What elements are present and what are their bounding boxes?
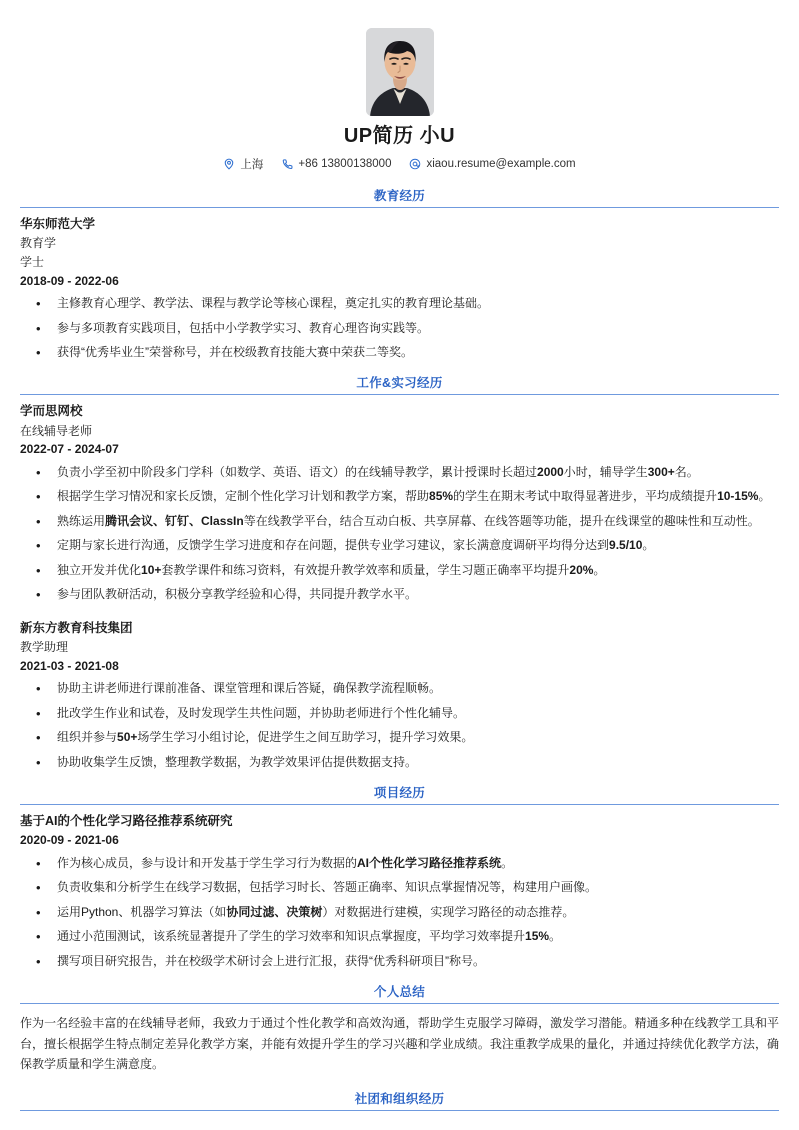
section-summary: [20, 982, 779, 1075]
bullet-emphasis: 10+: [141, 562, 162, 577]
bullet-text: 独立开发并优化: [57, 562, 142, 577]
work-bullets-1: [20, 463, 779, 605]
bullet-text: 参与多项教育实践项目，包括中小学教学实习、教育心理咨询实践等。: [57, 320, 430, 335]
bullet-item: [20, 512, 779, 531]
section-title-activities: 社团和组织经历: [20, 1089, 779, 1111]
bullet-item: [20, 463, 779, 482]
project-bullets: [20, 854, 779, 971]
bullet-item: [20, 561, 779, 580]
project-date: 2020-09 - 2021-06: [20, 833, 119, 848]
section-title-projects: 项目经历: [20, 783, 779, 805]
education-entry: [20, 215, 779, 362]
bullet-text: 。: [642, 538, 655, 553]
education-school: 华东师范大学: [20, 217, 96, 231]
work-entry-1: [20, 402, 779, 604]
education-date: 2018-09 - 2022-06: [20, 273, 119, 288]
bullet-text: 熟练运用: [57, 513, 106, 528]
bullet-item: [20, 728, 779, 747]
bullet-text: 获得“优秀毕业生”荣誉称号，并在校级教育技能大赛中荣获二等奖。: [57, 345, 413, 360]
work-entry-2: [20, 619, 779, 772]
bullet-text: ）对数据进行建模，实现学习路径的动态推荐。: [322, 904, 575, 919]
bullet-emphasis: 腾讯会议、钉钉、ClassIn: [105, 513, 244, 528]
section-work: [20, 373, 779, 772]
work-role-1: 在线辅导老师: [20, 423, 93, 438]
section-title-summary: 个人总结: [20, 982, 779, 1004]
bullet-text: 。: [758, 489, 771, 504]
bullet-text: 等在线教学平台，结合互动白板、共享屏幕、在线答题等功能，提升在线课堂的趣味性和互动性。: [243, 513, 760, 528]
bullet-text: 负责收集和分析学生在线学习数据，包括学习时长、答题正确率、知识点掌握情况等，构建用户画像。: [57, 880, 598, 895]
section-title-work: 工作&实习经历: [20, 373, 779, 395]
contact-location: [223, 156, 263, 172]
bullet-text: 套教学课件和练习资料，有效提升教学效率和质量，学生习题正确率平均提升: [161, 562, 570, 577]
contact-row: [20, 156, 779, 172]
contact-phone: [281, 158, 391, 170]
project-entry: [20, 812, 779, 971]
bullet-item: [20, 878, 779, 897]
bullet-text: 名。: [674, 465, 699, 480]
education-major: 教育学: [20, 236, 57, 251]
bullet-text: 主修教育心理学、教学法、课程与教学论等核心课程，奠定扎实的教育理论基础。: [57, 296, 490, 311]
bullet-item: [20, 487, 779, 506]
bullet-text: 场学生学习小组讨论，促进学生之间互助学习，提升学习效果。: [137, 730, 474, 745]
section-projects: [20, 783, 779, 971]
bullet-text: 小时，辅导学生: [563, 465, 648, 480]
bullet-emphasis: 协同过滤、决策树: [226, 904, 323, 919]
work-bullets-2: [20, 679, 779, 772]
bullet-emphasis: 9.5/10: [609, 538, 643, 553]
contact-email: [409, 158, 575, 170]
work-date-1: 2022-07 - 2024-07: [20, 442, 119, 457]
bullet-text: 。: [549, 929, 562, 944]
bullet-text: 参与团队教研活动，积极分享教学经验和心得，共同提升教学水平。: [57, 587, 418, 602]
bullet-text: 定期与家长进行沟通，反馈学生学习进度和存在问题，提供专业学习建议，家长满意度调研平均得分达到: [57, 538, 610, 553]
bullet-emphasis: 20%: [569, 562, 594, 577]
bullet-item: [20, 294, 779, 313]
avatar: [366, 28, 434, 116]
bullet-text: 根据学生学习情况和家长反馈，定制个性化学习计划和教学方案，帮助: [57, 489, 430, 504]
bullet-item: [20, 585, 779, 604]
bullet-emphasis: 15%: [525, 929, 550, 944]
bullet-text: 撰写项目研究报告，并在校级学术研讨会上进行汇报，获得“优秀科研项目”称号。: [57, 953, 485, 968]
contact-location-value: 上海: [240, 159, 264, 171]
bullet-emphasis: 50+: [117, 730, 138, 745]
contact-phone-value: +86 13800138000: [298, 158, 392, 170]
project-name: 基于AI的个性化学习路径推荐系统研究: [20, 813, 233, 828]
bullet-item: [20, 753, 779, 772]
bullet-item: [20, 679, 779, 698]
work-role-2: 教学助理: [20, 640, 69, 655]
bullet-emphasis: AI个性化学习路径推荐系统: [357, 855, 502, 870]
page-title: UP简历 小U: [343, 125, 456, 147]
resume-header: [20, 20, 779, 172]
section-activities: [20, 1089, 779, 1111]
bullet-text: 。: [593, 562, 606, 577]
education-degree: 学士: [20, 254, 45, 269]
section-body-projects: [20, 805, 779, 971]
avatar-container: [20, 28, 779, 116]
contact-email-value: xiaou.resume@example.com: [426, 158, 576, 170]
bullet-text: 组织并参与: [57, 730, 118, 745]
bullet-item: [20, 854, 779, 873]
bullet-item: [20, 903, 779, 922]
bullet-text: 运用Python、机器学习算法（如: [57, 904, 227, 919]
bullet-text: 协助主讲老师进行课前准备、课堂管理和课后答疑，确保教学流程顺畅。: [57, 681, 442, 696]
work-company-1: 学而思网校: [20, 404, 83, 419]
bullet-item: [20, 536, 779, 555]
work-date-2: 2021-03 - 2021-08: [20, 658, 119, 673]
bullet-item: [20, 704, 779, 723]
bullet-emphasis: 85%: [429, 489, 454, 504]
bullet-item: [20, 319, 779, 338]
bullet-text: 。: [501, 855, 514, 870]
location-pin-icon: [223, 158, 235, 170]
phone-icon: [281, 158, 293, 170]
bullet-text: 负责小学至初中阶段多门学科（如数学、英语、语文）的在线辅导教学，累计授课时长超过: [57, 465, 538, 480]
education-bullets: [20, 294, 779, 362]
section-body-work: [20, 395, 779, 772]
section-title-education: 教育经历: [20, 186, 779, 208]
bullet-text: 作为核心成员，参与设计和开发基于学生学习行为数据的: [57, 855, 358, 870]
bullet-text: 批改学生作业和试卷，及时发现学生共性问题，并协助老师进行个性化辅导。: [57, 705, 466, 720]
section-body-summary: [20, 1004, 779, 1075]
email-icon: [409, 158, 421, 170]
work-company-2: 新东方教育科技集团: [20, 620, 133, 635]
bullet-item: [20, 343, 779, 362]
bullet-text: 的学生在期末考试中取得显著进步，平均成绩提升: [453, 489, 718, 504]
bullet-emphasis: 2000: [537, 465, 564, 480]
bullet-emphasis: 300+: [647, 465, 675, 480]
section-body-education: [20, 208, 779, 362]
bullet-text: 通过小范围测试，该系统显著提升了学生的学习效率和知识点掌握度，平均学习效率提升: [57, 929, 526, 944]
bullet-text: 协助收集学生反馈，整理教学数据，为教学效果评估提供数据支持。: [57, 754, 418, 769]
bullet-emphasis: 10-15%: [717, 489, 759, 504]
bullet-item: [20, 952, 779, 971]
summary-paragraph: 作为一名经验丰富的在线辅导老师，我致力于通过个性化教学和高效沟通，帮助学生克服学习障碍，激发学习潜能。精通多种在线教学工具和平台，擅长根据学生特点制定差异化教学方案，并能有效提升学生的学习兴趣和学业成绩。我注重教学成果的量化，并通过持续优化教学方法，确保教学质量和学生满意度。: [20, 1016, 779, 1072]
bullet-item: [20, 927, 779, 946]
section-education: [20, 186, 779, 362]
